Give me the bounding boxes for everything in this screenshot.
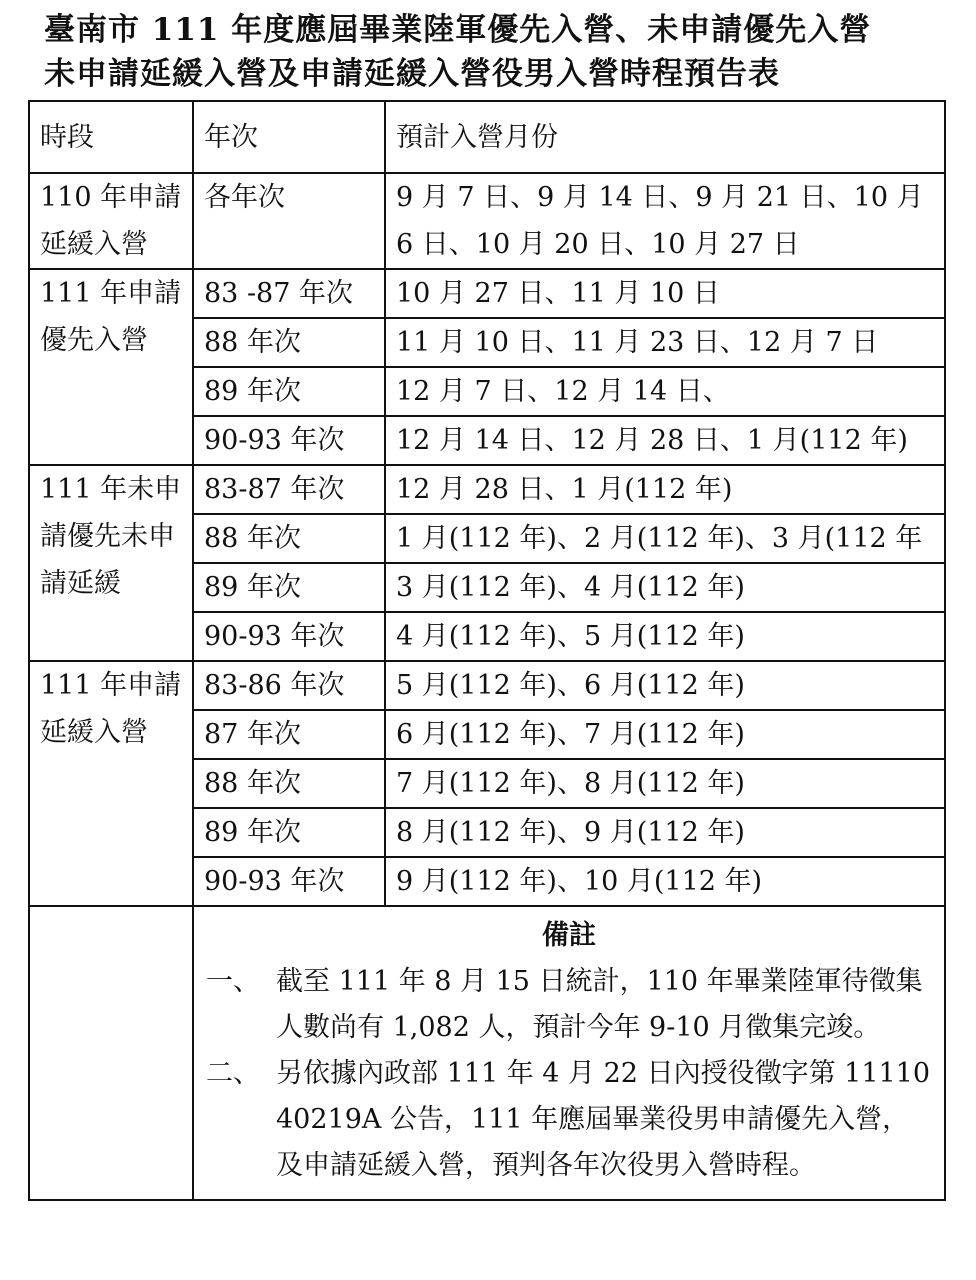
months-cell: 10 月 27 日、11 月 10 日 [385, 269, 945, 318]
header-months: 預計入營月份 [385, 101, 945, 173]
year-cell: 各年次 [193, 173, 385, 269]
note-number: 一、 [206, 966, 260, 997]
months-cell: 8 月(112 年)、9 月(112 年) [385, 808, 945, 857]
period-cell: 111 年未申請優先未申請延緩 [29, 465, 193, 661]
schedule-table [28, 100, 946, 1201]
note-number: 二、 [206, 1058, 260, 1089]
header-period: 時段 [29, 101, 193, 173]
year-cell: 89 年次 [193, 808, 385, 857]
period-cell: 111 年申請延緩入營 [29, 661, 193, 906]
months-cell: 1 月(112 年)、2 月(112 年)、3 月(112 年 [385, 514, 945, 563]
notes-cell [193, 906, 945, 1200]
months-cell: 9 月 7 日、9 月 14 日、9 月 21 日、10 月 6 日、10 月 20 日、10 月 27 日 [385, 173, 945, 269]
months-cell: 9 月(112 年)、10 月(112 年) [385, 857, 945, 906]
year-cell: 89 年次 [193, 367, 385, 416]
notes-empty-cell [29, 906, 193, 1200]
year-cell: 88 年次 [193, 514, 385, 563]
notes-row [29, 906, 945, 1200]
year-cell: 88 年次 [193, 759, 385, 808]
months-cell: 4 月(112 年)、5 月(112 年) [385, 612, 945, 661]
months-cell: 7 月(112 年)、8 月(112 年) [385, 759, 945, 808]
period-cell: 111 年申請優先入營 [29, 269, 193, 465]
months-cell: 12 月 28 日、1 月(112 年) [385, 465, 945, 514]
year-cell: 83-86 年次 [193, 661, 385, 710]
year-cell: 83-87 年次 [193, 465, 385, 514]
table-row [29, 269, 945, 318]
table-header-row [29, 101, 945, 173]
months-cell: 11 月 10 日、11 月 23 日、12 月 7 日 [385, 318, 945, 367]
note-text: 另依據內政部 111 年 4 月 22 日內授役徵字第 1111040219A 公告，111 年應屆畢業役男申請優先入營，及申請延緩入營，預判各年次役男入營時程。 [276, 1058, 931, 1181]
year-cell: 87 年次 [193, 710, 385, 759]
note-item [206, 959, 932, 1051]
table-row [29, 661, 945, 710]
months-cell: 12 月 14 日、12 月 28 日、1 月(112 年) [385, 416, 945, 465]
year-cell: 88 年次 [193, 318, 385, 367]
year-cell: 83 -87 年次 [193, 269, 385, 318]
year-cell: 90-93 年次 [193, 857, 385, 906]
period-cell: 110 年申請延緩入營 [29, 173, 193, 269]
table-row [29, 173, 945, 269]
notes-title: 備註 [542, 920, 596, 951]
note-text: 截至 111 年 8 月 15 日統計，110 年畢業陸軍待徵集人數尚有 1,082 人，預計今年 9-10 月徵集完竣。 [276, 966, 923, 1043]
header-year: 年次 [193, 101, 385, 173]
year-cell: 89 年次 [193, 563, 385, 612]
year-cell: 90-93 年次 [193, 416, 385, 465]
months-cell: 6 月(112 年)、7 月(112 年) [385, 710, 945, 759]
months-cell: 3 月(112 年)、4 月(112 年) [385, 563, 945, 612]
note-item [206, 1051, 932, 1189]
months-cell: 5 月(112 年)、6 月(112 年) [385, 661, 945, 710]
document-title: 臺南市 111 年度應屆畢業陸軍優先入營、未申請優先入營 未申請延緩入營及申請延緩入營役男入營時程預告表 [44, 12, 872, 92]
months-cell: 12 月 7 日、12 月 14 日、 [385, 367, 945, 416]
year-cell: 90-93 年次 [193, 612, 385, 661]
table-row [29, 465, 945, 514]
